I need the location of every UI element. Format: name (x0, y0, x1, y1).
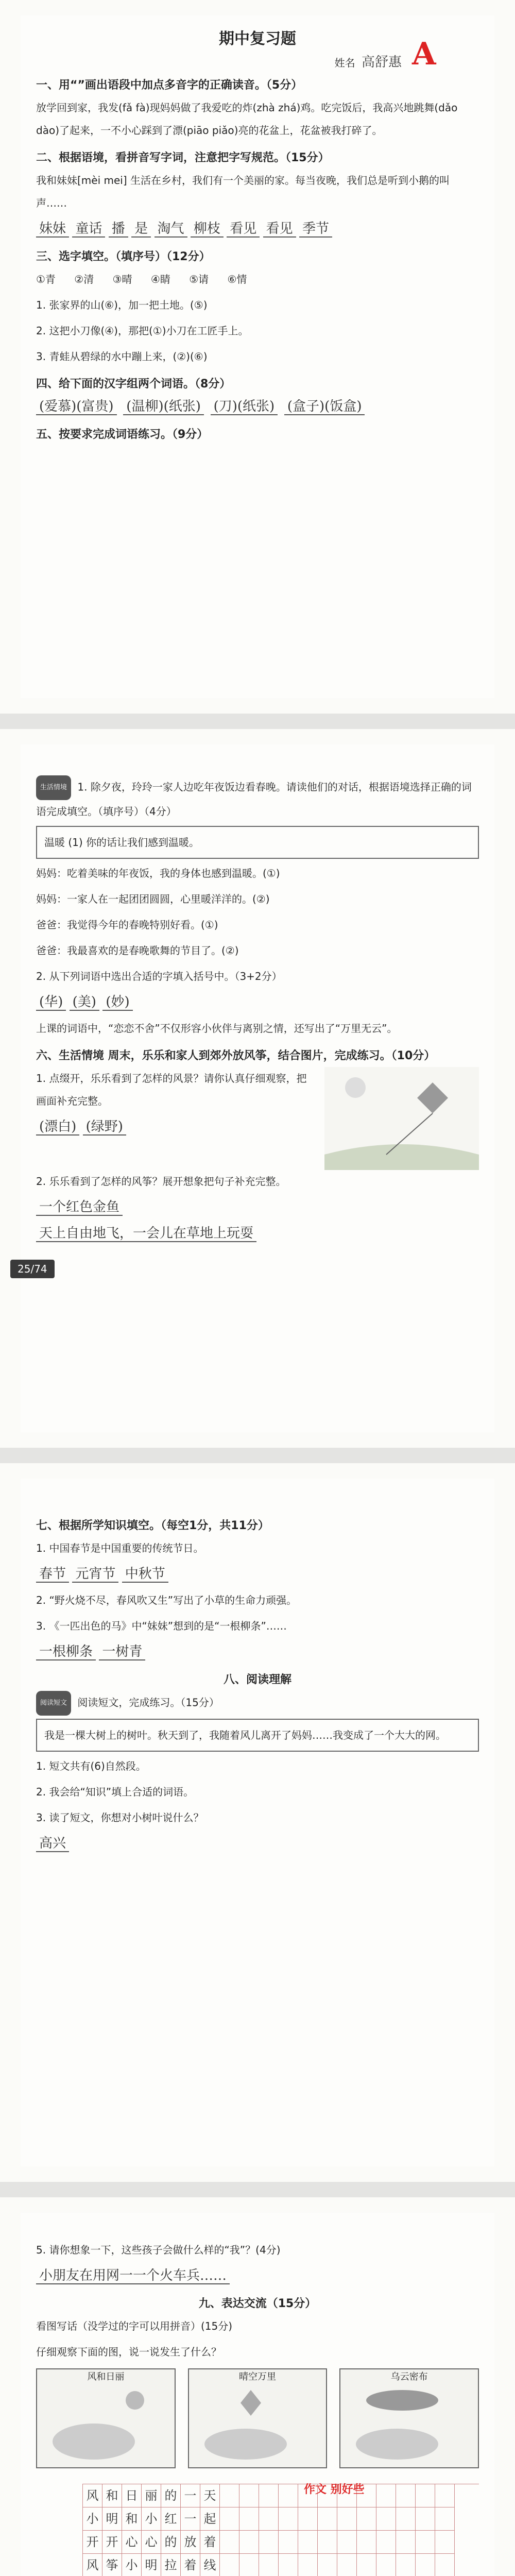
section-7-q1-answers (36, 1563, 479, 1586)
exam-sheet-3 (21, 1479, 494, 2166)
question-1-line: 妈妈：吃着美味的年夜饭，我的身体也感到温暖。(①) (36, 867, 280, 879)
answer: 是 (131, 221, 151, 238)
picture-caption: 乌云密布 (390, 2371, 428, 2382)
grid-cell (220, 2531, 239, 2554)
section-8-title: 阅读短文 阅读短文，完成练习。（15分） (36, 1691, 479, 1716)
answer: (温柳)(纸张) (123, 399, 204, 415)
section-9-desc: 仔细观察下面的图，说一说发生了什么？ (36, 2346, 221, 2358)
sunny-scene-icon (37, 2385, 161, 2467)
kite-scene-illustration (324, 1067, 479, 1170)
answer: 淘气 (154, 221, 187, 238)
answer: 高兴 (36, 1836, 69, 1852)
grid-cell (298, 2531, 318, 2554)
grid-cell: 小 (142, 2507, 161, 2531)
section-3-heading: 三、选字填空。（填序号）（12分） (36, 250, 211, 263)
section-6-heading: 六、生活情境 周末，乐乐和家人到郊外放风筝，结合图片，完成练习。（10分） (36, 1049, 436, 1062)
grid-cell: 一 (181, 2507, 200, 2531)
grid-cell (435, 2554, 455, 2576)
grid-cell (396, 2531, 416, 2554)
option: ④睛 (150, 273, 170, 285)
answer: 天上自由地飞，一会儿在草地上玩耍 (36, 1226, 256, 1242)
exam-sheet-2 (21, 744, 494, 1432)
answer: (爱慕)(富贵) (36, 399, 117, 415)
kite-scene-icon (189, 2385, 313, 2467)
grid-cell (376, 2484, 396, 2507)
grid-cell (357, 2554, 376, 2576)
section-8-heading: 八、阅读理解 (223, 1673, 291, 1686)
grid-cell (376, 2554, 396, 2576)
grid-cell: 明 (142, 2554, 161, 2576)
grid-cell: 风 (83, 2484, 102, 2507)
question-1-box: 温暖 (1) 你的话让我们感到温暖。 (36, 826, 479, 859)
grid-cell: 拉 (161, 2554, 181, 2576)
answer: 小朋友在用网一一个火车兵…… (36, 2268, 230, 2284)
grid-cell: 心 (122, 2531, 142, 2554)
exam-page-4 (0, 2197, 515, 2576)
grid-cell (279, 2507, 298, 2531)
grid-cell (376, 2531, 396, 2554)
grid-cell (396, 2507, 416, 2531)
question-1: 生活情境 1. 除夕夜，玲玲一家人边吃年夜饭边看春晚。请读他们的对话，根据语境选择正确的词语完成填空。（填序号）（4分） (36, 775, 479, 823)
grid-cell (416, 2484, 435, 2507)
grid-cell (298, 2507, 318, 2531)
question-1-line: 爸爸：我觉得今年的春晚特别好看。(①) (36, 919, 218, 931)
answer: 柳枝 (191, 221, 224, 238)
question-3: 上课的词语中，“恋恋不舍”不仅形容小伙伴与离别之情，还写出了“万里无云”。 (36, 1022, 398, 1035)
grid-cell (376, 2507, 396, 2531)
answer: 春节 (36, 1566, 69, 1583)
grid-cell (220, 2507, 239, 2531)
section-9-heading: 九、表达交流（15分） (198, 2297, 317, 2310)
section-7-heading: 七、根据所学知识填空。（每空1分，共11分） (36, 1519, 269, 1532)
grid-cell (337, 2507, 357, 2531)
answer: (绿野) (83, 1119, 126, 1136)
answer: 季节 (299, 221, 332, 238)
grade-mark: A (412, 36, 436, 72)
answer: (刀)(纸张) (211, 399, 278, 415)
name-line (335, 52, 402, 71)
grid-cell: 风 (83, 2554, 102, 2576)
section-7-q1: 1. 中国春节是中国重要的传统节日。 (36, 1542, 204, 1554)
option: ⑤请 (189, 273, 209, 285)
answer: 一个红色金鱼 (36, 1199, 123, 1216)
grid-cell (259, 2554, 279, 2576)
grid-cell: 小 (83, 2507, 102, 2531)
picture-cloudy (339, 2368, 479, 2468)
section-8-q3-answer (36, 1832, 479, 1855)
grid-cell: 开 (83, 2531, 102, 2554)
answer: 播 (109, 221, 128, 238)
grid-cell (279, 2554, 298, 2576)
grid-cell: 天 (200, 2484, 220, 2507)
exam-sheet-4 (21, 2213, 494, 2576)
grid-cell (396, 2484, 416, 2507)
question-tag: 生活情境 (36, 775, 71, 800)
grid-cell (279, 2531, 298, 2554)
student-name: 高舒惠 (361, 55, 402, 70)
grid-cell (396, 2554, 416, 2576)
answer: 看见 (263, 221, 296, 238)
grid-cell: 心 (142, 2531, 161, 2554)
section-6-q1: 1. 点缀开，乐乐看到了怎样的风景？请你认真仔细观察，把画面补充完整。 (36, 1072, 307, 1107)
answer: (美) (70, 994, 99, 1011)
grid-cell: 着 (181, 2554, 200, 2576)
answer: (盒子)(饭盒) (284, 399, 365, 415)
section-7-q3: 3. 《一匹出色的马》中“妹妹”想到的是“一根柳条”…… (36, 1620, 287, 1632)
answer: 看见 (227, 221, 260, 238)
question-1-line: 爸爸：我最喜欢的是春晚歌舞的节目了。(②) (36, 944, 239, 957)
grid-cell (239, 2507, 259, 2531)
option: ①青 (36, 273, 56, 285)
grid-cell (435, 2531, 455, 2554)
option: ⑥情 (227, 273, 247, 285)
answer: 元宵节 (72, 1566, 118, 1583)
grid-cell (416, 2554, 435, 2576)
section-6-q2: 2. 乐乐看到了怎样的风筝？展开想象把句子补充完整。 (36, 1175, 286, 1188)
grid-cell (357, 2531, 376, 2554)
section-1-heading: 一、用“”画出语段中加点多音字的正确读音。（5分） (36, 79, 303, 92)
question-1-line: 妈妈：一家人在一起团团圆圆，心里暖洋洋的。(②) (36, 893, 270, 905)
grid-cell: 丽 (142, 2484, 161, 2507)
section-3-line: 1. 张家界的山(⑥)，加一把土地。(⑤) (36, 299, 208, 311)
grid-cell (318, 2507, 337, 2531)
section-6-body (36, 1067, 479, 1170)
grid-cell: 明 (102, 2507, 122, 2531)
picture-sunny (36, 2368, 176, 2468)
section-6-q2-answer (36, 1196, 479, 1219)
grid-cell: 一 (181, 2484, 200, 2507)
grid-cell (416, 2531, 435, 2554)
section-8-q2: 2. 我会给“知识”填上合适的词语。 (36, 1786, 194, 1798)
page-counter-badge: 25/74 (10, 1260, 55, 1278)
grid-cell: 小 (122, 2554, 142, 2576)
answer: (妙) (102, 994, 132, 1011)
grid-cell (318, 2554, 337, 2576)
section-3-line: 3. 青蛙从碧绿的水中蹦上来，(②)(⑥) (36, 350, 208, 363)
picture-clear-sky (188, 2368, 328, 2468)
section-6-answers (36, 1115, 314, 1139)
picture-caption: 风和日丽 (87, 2371, 125, 2382)
section-4-heading: 四、给下面的汉字组两个词语。（8分） (36, 378, 231, 391)
grid-cell (259, 2531, 279, 2554)
page-gap (0, 714, 515, 729)
grid-cell (435, 2484, 455, 2507)
grid-cell (337, 2554, 357, 2576)
grid-cell (259, 2484, 279, 2507)
grid-cell (220, 2484, 239, 2507)
grid-cell: 日 (122, 2484, 142, 2507)
grid-cell (416, 2507, 435, 2531)
picture-caption: 晴空万里 (239, 2371, 276, 2382)
cloud-scene-icon (340, 2385, 464, 2467)
grid-cell (239, 2531, 259, 2554)
grid-cell: 的 (161, 2531, 181, 2554)
reading-passage: 我是一棵大树上的树叶。秋天到了，我随着风儿离开了妈妈……我变成了一个大大的网。 (36, 1719, 479, 1752)
answer: 妹妹 (36, 221, 69, 238)
grid-cell (279, 2484, 298, 2507)
section-8-q5: 5. 请你想象一下，这些孩子会做什么样的“我”？(4分) (36, 2244, 281, 2256)
grid-cell: 线 (200, 2554, 220, 2576)
option: ③晴 (112, 273, 132, 285)
answer: 一树青 (99, 1644, 145, 1660)
section-4-answers (36, 395, 479, 418)
question-2: 2. 从下列词语中选出合适的字填入括号中。（3+2分） (36, 970, 282, 982)
picture-row (36, 2368, 479, 2468)
option: ②清 (74, 273, 94, 285)
section-7-q2: 2. “野火烧不尽，春风吹又生”写出了小草的生命力顽强。 (36, 1594, 297, 1606)
grid-cell: 红 (161, 2507, 181, 2531)
section-2-heading: 二、根据语境，看拼音写字词，注意把字写规范。（15分） (36, 151, 330, 164)
section-1-text: 放学回到家，我发(fǎ fà)现妈妈做了我爱吃的炸(zhà zhá)鸡。吃完饭后，我高兴地跳舞(dǎo dào)了起来，一不小心踩到了漂(piāo piǎo)亮的花盆上，花盆被我打碎了。 (36, 101, 458, 137)
grid-cell (435, 2507, 455, 2531)
writing-grid (82, 2484, 479, 2576)
grid-cell (298, 2554, 318, 2576)
grid-cell: 筝 (102, 2554, 122, 2576)
grid-cell (337, 2531, 357, 2554)
section-8-q3: 3. 读了短文，你想对小树叶说什么？ (36, 1811, 204, 1824)
grid-cell: 和 (122, 2507, 142, 2531)
answer: 一根柳条 (36, 1644, 96, 1660)
grid-cell (220, 2554, 239, 2576)
section-8-q1: 1. 短文共有(6)自然段。 (36, 1760, 146, 1772)
answer: (漂白) (36, 1119, 79, 1136)
answer: 中秋节 (122, 1566, 168, 1583)
grid-cell (239, 2554, 259, 2576)
section-3-options (36, 268, 479, 291)
grid-cell: 和 (102, 2484, 122, 2507)
section-2-answers (36, 217, 479, 241)
section-9-title: 看图写话（没学过的字可以用拼音）(15分) (36, 2320, 233, 2332)
grid-cell (239, 2484, 259, 2507)
grid-cell: 的 (161, 2484, 181, 2507)
answer: (华) (36, 994, 66, 1011)
grid-cell (357, 2507, 376, 2531)
question-tag: 阅读短文 (36, 1691, 71, 1716)
grid-cell: 着 (200, 2531, 220, 2554)
exam-title: 期中复习题 (219, 30, 296, 48)
section-2-text: 我和妹妹[mèi mei] 生活在乡村，我们有一个美丽的家。每当夜晚，我们总是听到小鹅的叫声…… (36, 174, 450, 209)
answer: 童话 (72, 221, 105, 238)
question-2-answers (36, 991, 479, 1014)
section-3-line: 2. 这把小刀像(④)，那把(①)小刀在工匠手上。 (36, 325, 249, 337)
exam-sheet-1 (21, 15, 494, 698)
section-6-q3-answer (36, 1222, 479, 1245)
exam-page-1 (0, 0, 515, 714)
grid-cell (259, 2507, 279, 2531)
name-label: 姓名 (334, 57, 355, 69)
section-5-heading: 五、按要求完成词语练习。（9分） (36, 428, 209, 441)
grid-cell: 起 (200, 2507, 220, 2531)
grid-cell (318, 2531, 337, 2554)
page-gap (0, 2182, 515, 2197)
teacher-comment: 作文 别好些 (304, 2483, 365, 2496)
grid-cell: 开 (102, 2531, 122, 2554)
exam-page-3 (0, 1463, 515, 2182)
grid-cell: 放 (181, 2531, 200, 2554)
exam-page-2 (0, 729, 515, 1448)
page-gap (0, 1448, 515, 1463)
writing-grid-area (36, 2484, 479, 2576)
section-8-q5-answer (36, 2264, 479, 2287)
section-7-q3-answers (36, 1640, 479, 1664)
